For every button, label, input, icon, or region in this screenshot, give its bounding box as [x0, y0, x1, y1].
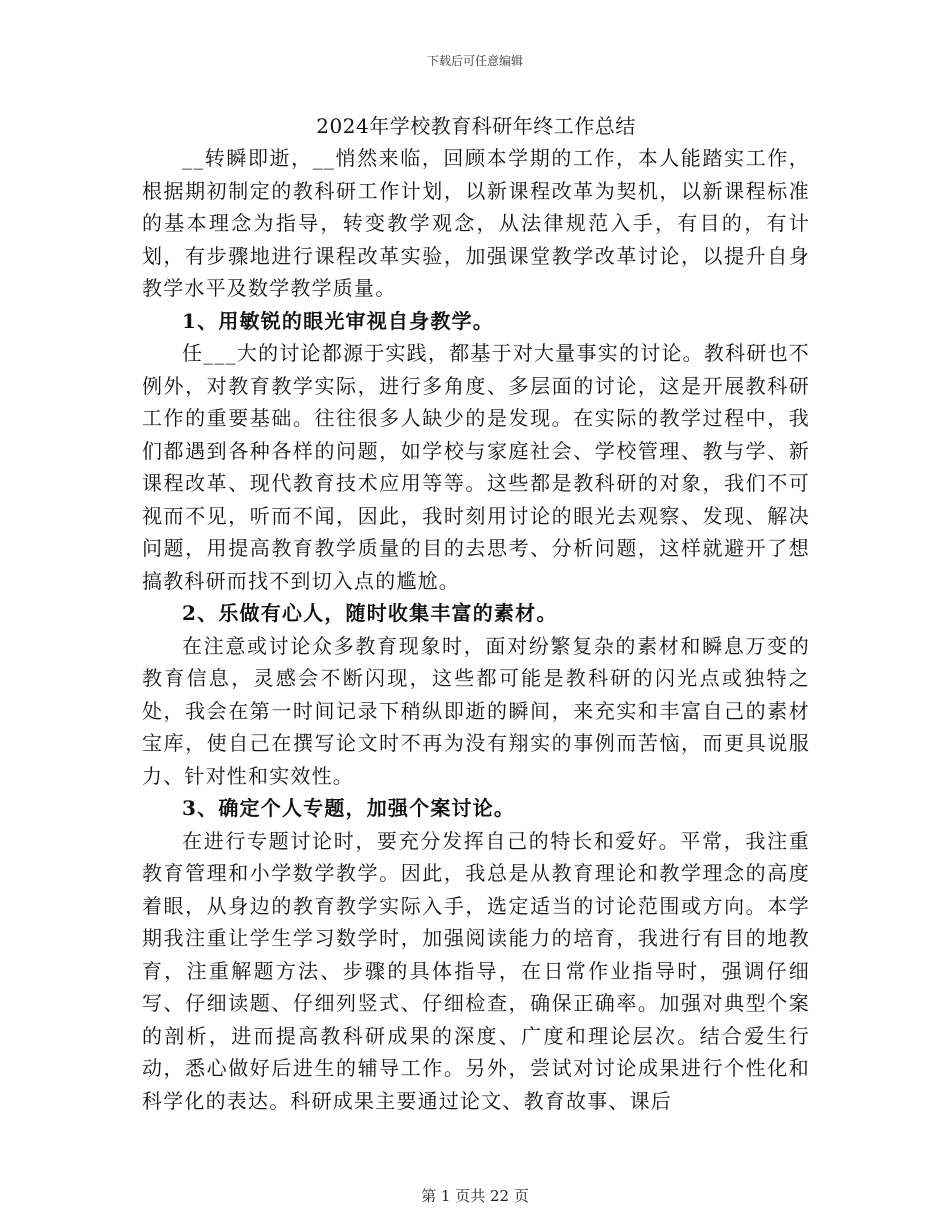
section-2-heading: 2、乐做有心人，随时收集丰富的素材。 — [182, 601, 558, 625]
section-3-heading: 3、确定个人专题，加强个案讨论。 — [182, 796, 516, 820]
page-header-note: 下载后可任意编辑 — [426, 54, 523, 68]
section-1-paragraph: 任___大的讨论都源于实践，都基于对大量事实的讨论。教科研也不例外，对教育教学实际，进行多角度、多层面的讨论，这是开展教科研工作的重要基础。往往很多人缺少的是发现。在实际的教学过程中，我们都遇到各种各样的问题，如学校与家庭社会、学校管理、教与学、新课程改革、现代教育技术应用等等。这些都是教科研的对象，我们不可视而不见，听而不闻，因此，我时刻用讨论的眼光去观察、发现、解决问题，用提高教育教学质量的目的去思考、分析问题，这样就避开了想搞教科研而找不到切入点的尴尬。 — [142, 341, 810, 593]
section-2-paragraph: 在注意或讨论众多教育现象时，面对纷繁复杂的素材和瞬息万变的教育信息，灵感会不断闪现，这些都可能是教科研的闪光点或独特之处，我会在第一时间记录下稍纵即逝的瞬间，来充实和丰富自己的素材宝库，使自己在撰写论文时不再为没有翔实的事例而苦恼，而更具说服力、针对性和实效性。 — [142, 633, 810, 788]
section-1-heading: 1、用敏锐的眼光审视自身教学。 — [182, 308, 494, 333]
section-3-paragraph: 在进行专题讨论时，要充分发挥自己的特长和爱好。平常，我注重教育管理和小学数学教学。因此，我总是从教育理论和教学理念的高度着眼，从身边的教育教学实际入手，选定适当的讨论范围或方向。本学期我注重让学生学习数学时，加强阅读能力的培育，我进行有目的地教育，注重解题方法、步骤的具体指导，在日常作业指导时，强调仔细写、仔细读题、仔细列竖式、仔细检查，确保正确率。加强对典型个案的剖析，进而提高教科研成果的深度、广度和理论层次。结合爱生行动，悉心做好后进生的辅导工作。另外，尝试对讨论成果进行个性化和科学化的表达。科研成果主要通过论文、教育故事、课后 — [142, 828, 810, 1113]
page-number: 第 1 页共 22 页 — [421, 1187, 529, 1205]
document-title: 2024年学校教育科研年终工作总结 — [316, 114, 636, 138]
document-body — [142, 110, 810, 1117]
intro-paragraph: __转瞬即逝，__悄然来临，回顾本学期的工作，本人能踏实工作，根据期初制定的教科研工作计划，以新课程改革为契机，以新课程标准的基本理念为指导，转变教学观念，从法律规范入手，有目的，有计划，有步骤地进行课程改革实验，加强课堂教学改革讨论，以提升自身教学水平及数学教学质量。 — [142, 146, 810, 300]
